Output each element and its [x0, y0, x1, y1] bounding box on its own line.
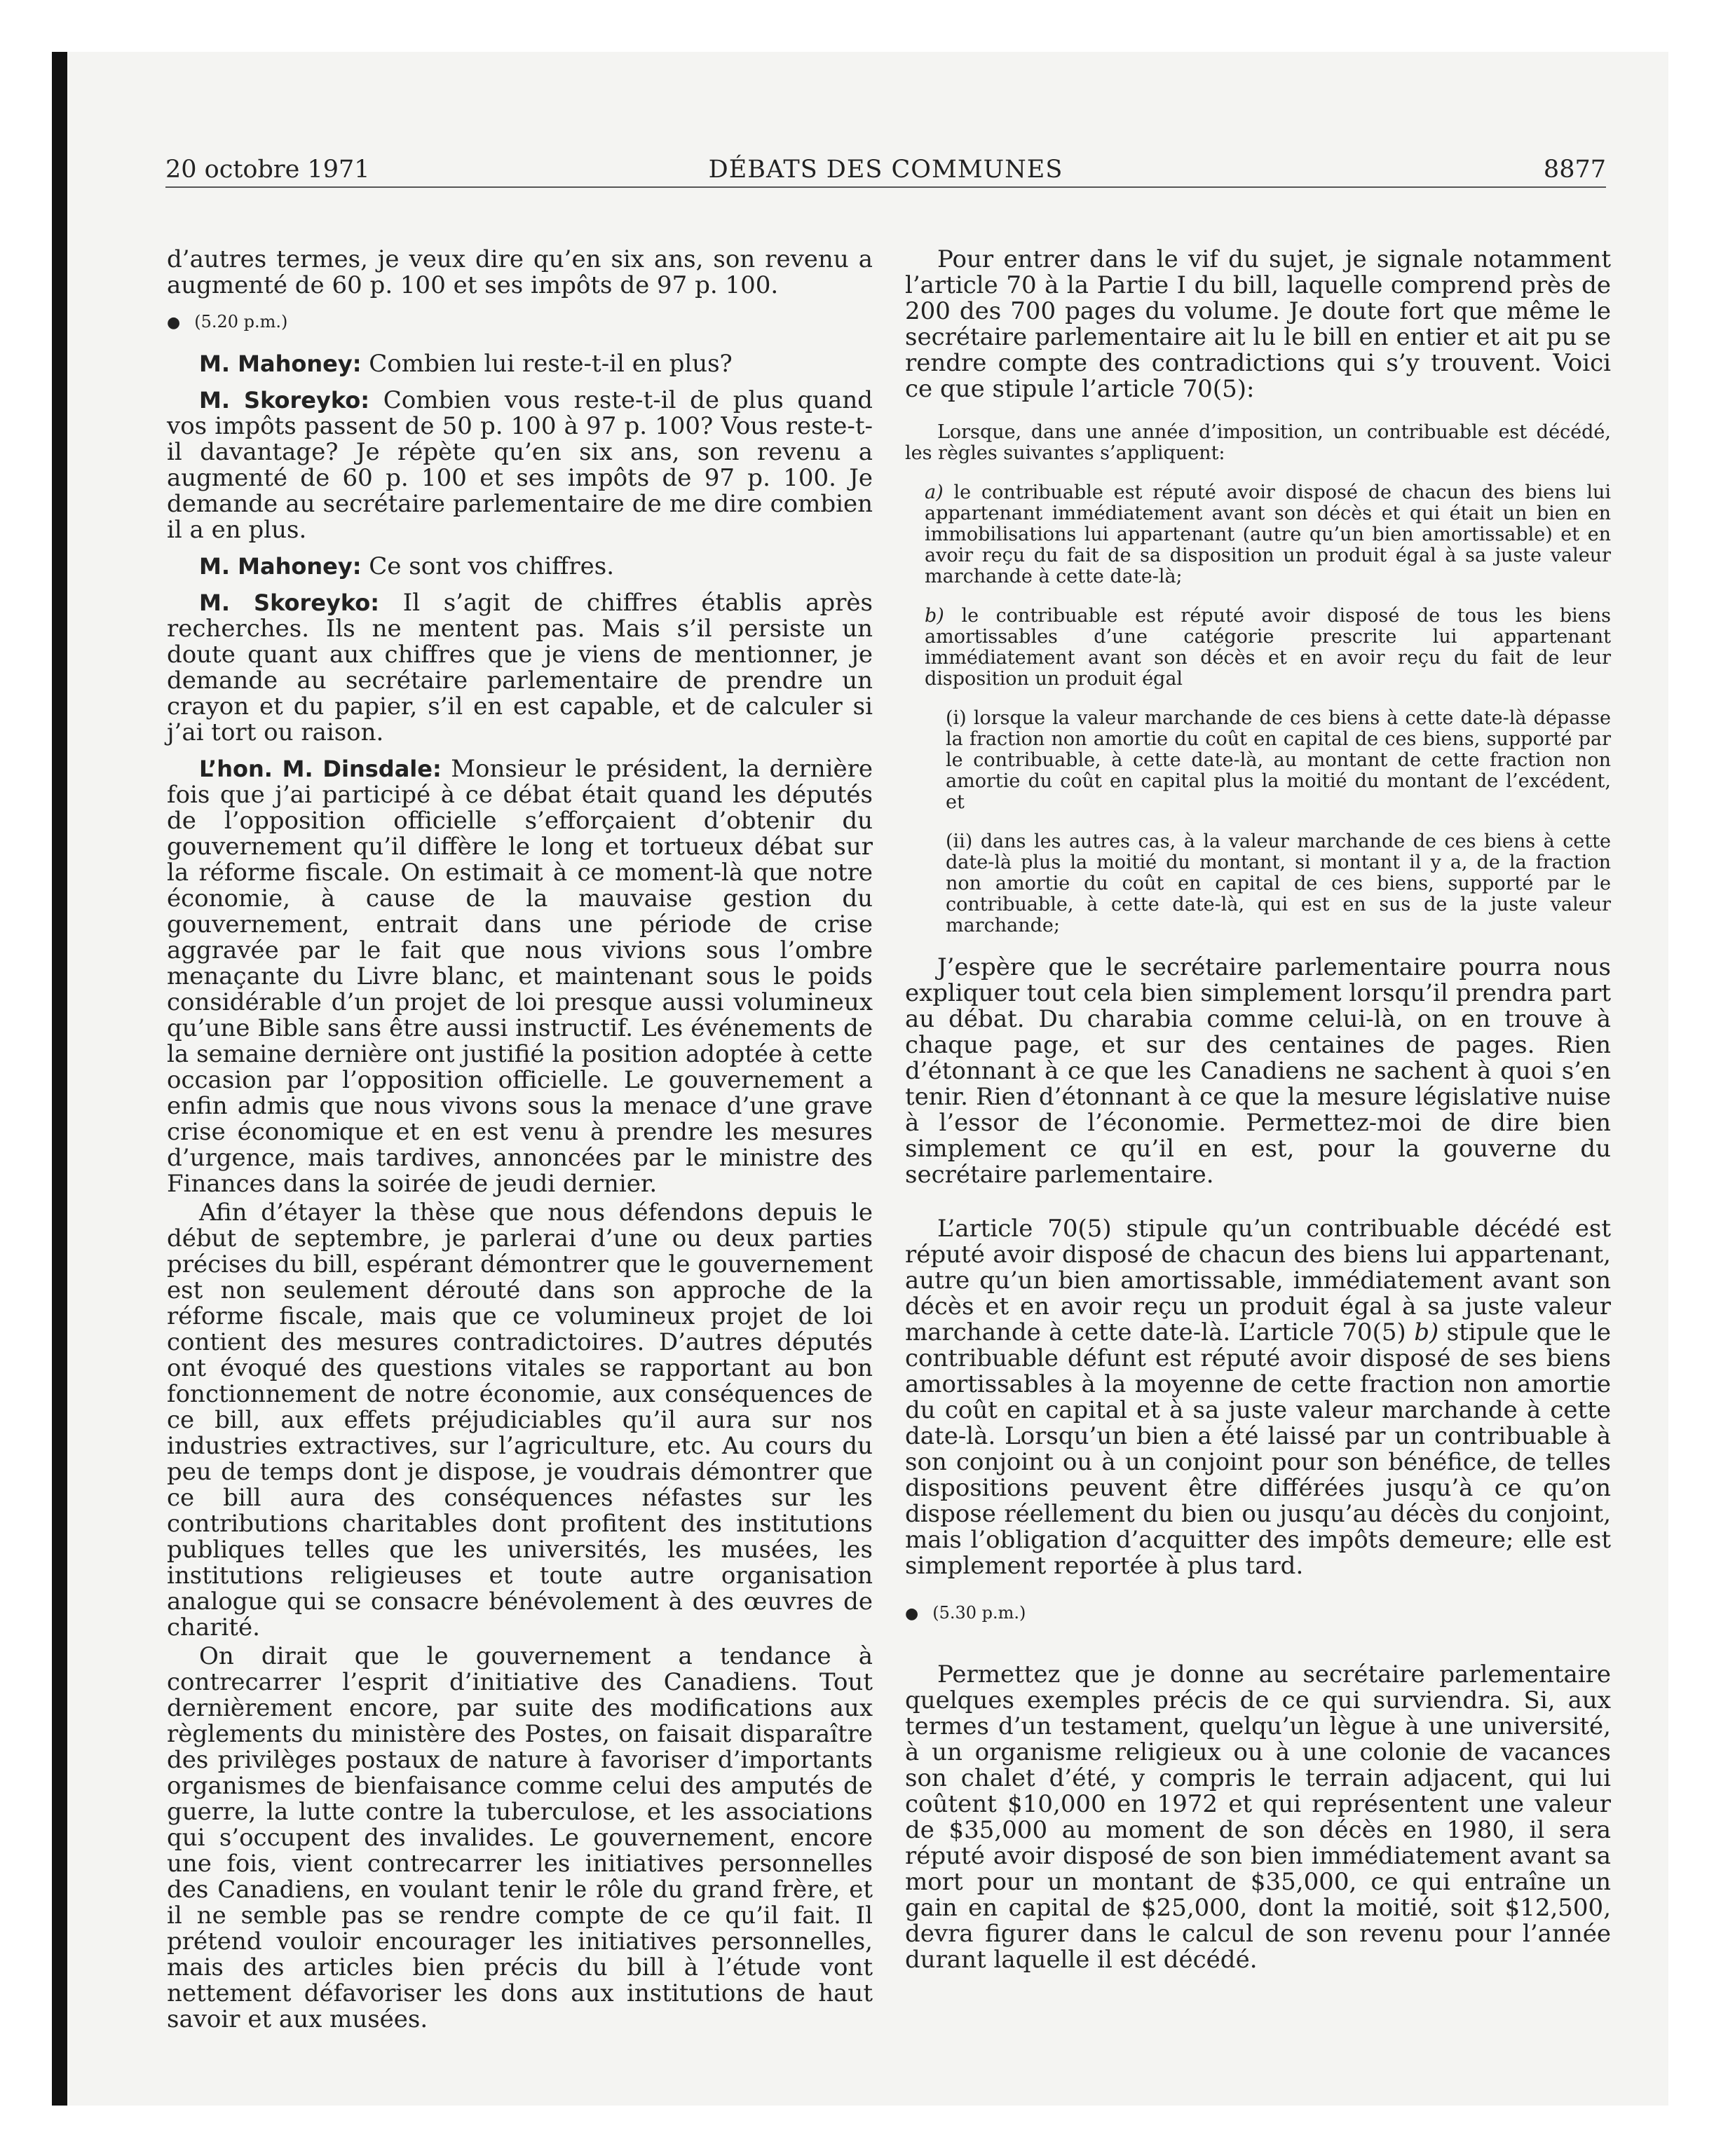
- speaker-name: M. Mahoney:: [199, 553, 362, 580]
- speech: M. Mahoney: Ce sont vos chiffres.: [199, 552, 615, 580]
- bullet-icon: ●: [167, 314, 181, 332]
- quoted-text: Lorsque, dans une année d’imposition, un contribuable est décédé, les règles suivantes s’appliquent:: [905, 421, 1611, 464]
- header-title: DÉBATS DES COMMUNES: [708, 156, 1063, 184]
- quoted-subclause: (i) lorsque la valeur marchande de ces biens à cette date-là dépasse la fraction non amortie du coût en capital de ces biens, supporté par le contribuable, à cette date-là, au montant de cette fraction non amortie du coût en capital plus la moitié du montant de l’excédent, et: [946, 707, 1611, 813]
- paragraph: d’autres termes, je veux dire qu’en six ans, son revenu a augmenté de 60 p. 100 et ses impôts de 97 p. 100.: [167, 245, 873, 299]
- speech: M. Skoreyko: Il s’agit de chiffres établis après recherches. Ils ne mentent pas. Mais s’il persiste un doute quant aux chiffres que je viens de mentionner, je demande au secrétaire parlementaire de prendre un crayon et du papier, s’il en est capable, et de calculer si j’ai tort ou raison.: [167, 589, 873, 746]
- paragraph: Permettez que je donne au secrétaire parlementaire quelques exemples précis de ce qui surviendra. Si, aux termes d’un testament, quelqu’un lègue à une université, à un organisme religieux ou à une colonie de vacances son chalet d’été, y compris le terrain adjacent, qui lui coûtent $10,000 en 1972 et qui représentent une valeur de $35,000 au moment de son décès en 1980, il sera réputé avoir disposé de son bien immédiatement avant sa mort pour un montant de $35,000, ce qui entraîne un gain en capital de $25,000, dont la moitié, soit $12,500, devra figurer dans le calcul de son revenu pour l’année durant laquelle il est décédé.: [905, 1660, 1611, 1974]
- quoted-subclause: (ii) dans les autres cas, à la valeur marchande de ces biens à cette date-là plus la moitié du montant, si montant il y a, de la fraction non amortie du coût en capital de ces biens, supporté par le contribuable, à cette date-là, qui est en sus de la juste valeur marchande;: [946, 831, 1611, 936]
- right-column: [905, 247, 1611, 1984]
- paragraph: J’espère que le secrétaire parlementaire pourra nous expliquer tout cela bien simplement lorsqu’il prendra part au débat. Du charabia comme celui-là, on en trouve à chaque page, et sur des centaines de pages. Rien d’étonnant à ce que les Canadiens ne sachent à quoi s’en tenir. Rien d’étonnant à ce que la mesure législative nuise à l’essor de l’économie. Permettez-moi de dire bien simplement ce qu’il en est, pour la gouverne du secrétaire parlementaire.: [905, 953, 1611, 1189]
- quoted-clause: b) le contribuable est réputé avoir disposé de tous les biens amortissables d’une catégorie prescrite lui appartenant immédiatement avant son décès et en avoir reçu du fait de leur disposition un produit égal: [925, 605, 1611, 690]
- speaker-name: L’hon. M. Dinsdale:: [199, 756, 442, 782]
- paragraph: L’article 70(5) stipule qu’un contribuable décédé est réputé avoir disposé de chacun des biens lui appartenant, autre qu’un bien amortissable, immédiatement avant son décès et en avoir reçu un produit égal à sa juste valeur marchande à cette date-là. L’article 70(5) b) stipule que le contribuable défunt est réputé avoir disposé de ses biens amortissables à la moyenne de cette fraction non amortie du coût en capital et à sa juste valeur marchande à cette date-là. Lorsqu’un bien a été laissé par un contribuable à son conjoint ou à un conjoint pour son bénéfice, de telles dispositions peuvent être différées jusqu’à ce qu’on dispose réellement du bien ou jusqu’au décès du conjoint, mais l’obligation d’acquitter des impôts demeure; elle est simplement reportée à plus tard.: [905, 1215, 1611, 1580]
- timestamp: ● (5.20 p.m.): [167, 312, 288, 332]
- paragraph: Pour entrer dans le vif du sujet, je signale notamment l’article 70 à la Partie I du bill, laquelle comprend près de 200 des 700 pages du volume. Je doute fort que même le secrétaire parlementaire ait lu le bill en entier et ait pu se rendre compte des contradictions qui s’y trouvent. Voici ce que stipule l’article 70(5):: [905, 245, 1611, 403]
- speech: M. Mahoney: Combien lui reste-t-il en plus?: [199, 350, 733, 378]
- left-column: [167, 247, 873, 2043]
- timestamp: ● (5.30 p.m.): [905, 1603, 1026, 1623]
- quoted-clause: a) le contribuable est réputé avoir disposé de chacun des biens lui appartenant immédiatement avant son décès et qui était un bien en immobilisations lui appartenant (autre qu’un bien amortissable) et en avoir reçu du fait de sa disposition un produit égal à sa juste valeur marchande à cette date-là;: [925, 482, 1611, 587]
- scan-binding-edge: [52, 52, 67, 2106]
- speaker-name: M. Skoreyko:: [199, 387, 370, 414]
- header-page-number: 8877: [1543, 156, 1606, 184]
- speaker-name: M. Skoreyko:: [199, 589, 380, 616]
- paragraph: On dirait que le gouvernement a tendance à contrecarrer l’esprit d’initiative des Canadiens. Tout dernièrement encore, par suite des modifications aux règlements du ministère des Postes, on faisait disparaître des privilèges postaux de nature à favoriser d’importants organismes de bienfaisance comme celui des amputés de guerre, la lutte contre la tuberculose, et les associations qui s’occupent des invalides. Le gouvernement, encore une fois, vient contrecarrer les initiatives personnelles des Canadiens, en voulant tenir le rôle du grand frère, et il ne semble pas se rendre compte de ce qu’il fait. Il prétend vouloir encourager les initiatives personnelles, mais des articles bien précis du bill à l’étude vont nettement défavoriser les dons aux institutions de haut savoir et aux musées.: [167, 1642, 873, 2033]
- header-date: 20 octobre 1971: [165, 156, 370, 184]
- speaker-name: M. Mahoney:: [199, 350, 362, 377]
- bullet-icon: ●: [905, 1605, 919, 1623]
- speech: M. Skoreyko: Combien vous reste-t-il de plus quand vos impôts passent de 50 p. 100 à 97 p. 100? Vous reste-t-il davantage? Je répète qu’en six ans, son revenu a augmenté de 60 p. 100 et ses impôts de 97 p. 100. Je demande au secrétaire parlementaire de me dire combien il a en plus.: [167, 386, 873, 544]
- speech: L’hon. M. Dinsdale: Monsieur le président, la dernière fois que j’ai participé à ce débat était quand les députés de l’opposition officielle s’efforçaient d’obtenir du gouvernement qu’il diffère le long et tortueux débat sur la réforme fiscale. On estimait à ce moment-là que notre économie, à cause de la mauvaise gestion du gouvernement, entrait dans une période de crise aggravée par le fait que nous vivions sous l’ombre menaçante du Livre blanc, et maintenant sous le poids considérable d’un projet de loi presque aussi volumineux qu’une Bible sans être aussi instructif. Les événements de la semaine dernière ont justifié la position adoptée à cette occasion par l’opposition officielle. Le gouvernement a enfin admis que nous vivons sous la menace d’une grave crise économique et en est venu à prendre les mesures d’urgence, mais tardives, annoncées par le ministre des Finances dans la soirée de jeudi dernier.: [167, 755, 873, 1198]
- page-header: [165, 156, 1606, 188]
- paragraph: Afin d’étayer la thèse que nous défendons depuis le début de septembre, je parlerai d’une ou deux parties précises du bill, espérant démontrer que le gouvernement est non seulement dérouté dans son approche de la réforme fiscale, mais que ce volumineux projet de loi contient des mesures contradictoires. D’autres députés ont évoqué des questions vitales se rapportant au bon fonctionnement de notre économie, aux conséquences de ce bill, aux effets préjudiciables qu’il aura sur nos industries extractives, sur l’agriculture, etc. Au cours du peu de temps dont je dispose, je voudrais démontrer que ce bill aura des conséquences néfastes sur les contributions charitables dont profitent des institutions publiques telles que les universités, les musées, les institutions religieuses et toute autre organisation analogue qui se consacre bénévolement à des œuvres de charité.: [167, 1199, 873, 1642]
